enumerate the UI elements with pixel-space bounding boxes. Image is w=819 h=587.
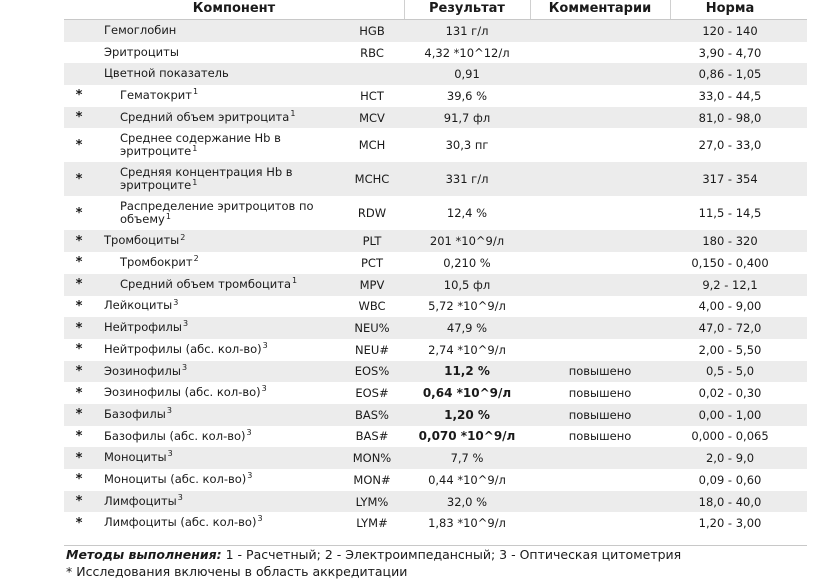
method-ref: 3 [262, 340, 268, 350]
result-value: 0,64 *10^9/л [422, 386, 512, 401]
parameter-name-wrap [104, 321, 188, 335]
parameter-name: Моноциты [104, 450, 167, 465]
parameter-code: MPV [359, 277, 385, 292]
parameter-name-wrap [104, 408, 172, 422]
result-comment [530, 162, 670, 196]
parameter-code: EOS% [354, 364, 390, 379]
parameter-name: Средний объем эритроцита [120, 109, 290, 124]
accreditation-star [72, 20, 86, 42]
parameter-code: MCHC [354, 172, 390, 187]
accreditation-note: * Исследования включены в область аккредитации [66, 564, 408, 579]
table-row [64, 447, 807, 469]
table-row [64, 317, 807, 339]
parameter-name-wrap [104, 234, 185, 248]
header-component: Компонент [64, 0, 405, 20]
parameter-code: BAS% [355, 407, 389, 422]
table-row [64, 42, 807, 64]
parameter-name-wrap [120, 256, 199, 270]
parameter-name-wrap [104, 24, 177, 38]
accreditation-star: * [75, 205, 83, 221]
result-value: 5,72 *10^9/л [428, 299, 506, 314]
result-comment: повышено [568, 429, 632, 444]
result-value: 0,070 *10^9/л [418, 429, 516, 444]
table-row [64, 230, 807, 252]
result-comment [530, 317, 670, 339]
result-value: 1,83 *10^9/л [428, 516, 506, 531]
reference-range: 1,20 - 3,00 [698, 516, 762, 531]
result-comment [530, 491, 670, 513]
table-row [64, 85, 807, 107]
reference-range: 2,0 - 9,0 [705, 451, 755, 466]
reference-range: 4,00 - 9,00 [698, 299, 762, 314]
method-ref: 3 [261, 384, 267, 394]
accreditation-star: * [75, 428, 83, 444]
table-row [64, 63, 807, 85]
parameter-name: Эозинофилы (абс. кол-во) [104, 385, 261, 400]
parameter-name-cell [104, 447, 340, 469]
result-comment: повышено [568, 386, 632, 401]
parameter-name-wrap [104, 340, 268, 357]
accreditation-star: * [75, 494, 83, 510]
parameter-name-cell [104, 317, 340, 339]
method-ref: 1 [292, 275, 298, 285]
parameter-code: NEU% [354, 321, 390, 336]
table-row [64, 296, 807, 318]
parameter-code: HGB [359, 23, 385, 38]
parameter-name-wrap [104, 451, 173, 465]
header-result: Результат [404, 0, 531, 20]
result-value: 131 г/л [445, 23, 489, 38]
method-ref: 1 [192, 177, 198, 187]
accreditation-star: * [75, 515, 83, 531]
accreditation-star [72, 63, 86, 85]
parameter-code: RBC [360, 45, 384, 60]
result-value: 1,20 % [444, 407, 490, 422]
result-comment [530, 20, 670, 42]
parameter-name: Моноциты (абс. кол-во) [104, 471, 247, 486]
reference-range: 11,5 - 14,5 [698, 206, 762, 221]
result-value: 91,7 фл [443, 110, 491, 125]
table-row [64, 382, 807, 404]
table-row [64, 196, 807, 230]
reference-range: 18,0 - 40,0 [698, 494, 762, 509]
reference-range: 0,02 - 0,30 [698, 386, 762, 401]
parameter-name: Тромбоциты [104, 233, 180, 248]
method-ref: 3 [246, 427, 252, 437]
parameter-name-wrap [104, 299, 178, 313]
reference-range: 317 - 354 [702, 172, 758, 187]
parameter-name-wrap [104, 473, 252, 487]
result-comment: повышено [568, 407, 632, 422]
parameter-name: Лимфоциты (абс. кол-во) [104, 515, 257, 530]
table-row [64, 128, 807, 162]
result-comment [530, 339, 670, 361]
parameter-name-cell [104, 404, 340, 426]
table-row [64, 469, 807, 491]
methods-text: 1 - Расчетный; 2 - Электроимпедансный; 3 - Оптическая цитометрия [225, 547, 682, 562]
table-row [64, 404, 807, 426]
parameter-name-wrap [104, 386, 267, 400]
parameter-code: RDW [357, 206, 387, 221]
parameter-name-cell [120, 196, 340, 230]
table-row [64, 252, 807, 274]
table-row [64, 20, 807, 42]
parameter-name-cell [104, 296, 340, 318]
parameter-name-wrap [104, 67, 230, 81]
parameter-name-cell [104, 382, 340, 404]
method-ref: 1 [290, 108, 296, 118]
parameter-code: HCT [360, 88, 384, 103]
accreditation-star: * [75, 88, 83, 104]
methods-note [66, 546, 816, 563]
parameter-code: WBC [358, 299, 386, 314]
parameter-name-cell [104, 491, 340, 513]
parameter-name-cell [120, 85, 340, 107]
result-value: 0,44 *10^9/л [428, 472, 506, 487]
method-ref: 3 [167, 449, 173, 459]
table-row [64, 107, 807, 129]
result-value: 11,2 % [444, 364, 490, 379]
parameter-code: MCV [359, 110, 385, 125]
parameter-name-cell [104, 63, 340, 85]
reference-range: 0,5 - 5,0 [705, 364, 755, 379]
result-comment: повышено [568, 364, 632, 379]
result-comment [530, 107, 670, 129]
parameter-name: Базофилы (абс. кол-во) [104, 428, 246, 443]
accreditation-star: * [75, 363, 83, 379]
parameter-code: MON% [352, 451, 392, 466]
result-comment [530, 447, 670, 469]
accreditation-star [72, 42, 86, 64]
parameter-name-cell [120, 107, 340, 129]
parameter-name: Нейтрофилы (абс. кол-во) [104, 341, 262, 356]
parameter-code: LYM% [355, 494, 389, 509]
parameter-name: Гемоглобин [104, 22, 177, 37]
table-row [64, 491, 807, 513]
parameter-name-cell [104, 339, 340, 361]
parameter-name: Цветной показатель [104, 66, 229, 81]
parameter-code: LYM# [356, 516, 388, 531]
table-row [64, 512, 807, 534]
reference-range: 81,0 - 98,0 [698, 110, 762, 125]
result-comment [530, 296, 670, 318]
parameter-code [340, 63, 404, 85]
accreditation-star: * [75, 298, 83, 314]
result-value: 0,210 % [443, 255, 491, 270]
table-row [64, 162, 807, 196]
result-comment [530, 469, 670, 491]
reference-range: 0,86 - 1,05 [698, 67, 762, 82]
table-header [0, 0, 819, 20]
result-value: 10,5 фл [443, 277, 491, 292]
result-value: 39,6 % [446, 88, 488, 103]
result-value: 2,74 *10^9/л [428, 342, 506, 357]
result-comment [530, 252, 670, 274]
parameter-name-cell [104, 426, 340, 448]
parameter-name-wrap [104, 46, 180, 60]
header-norm: Норма [705, 1, 755, 16]
parameter-name: Распределение эритроцитов по объему [120, 198, 314, 227]
parameter-code: MON# [353, 472, 391, 487]
method-ref: 3 [166, 406, 172, 416]
table-row [64, 361, 807, 383]
method-ref: 1 [165, 211, 171, 221]
parameter-name: Средняя концентрация Hb в эритроците [120, 164, 293, 193]
result-comment [530, 63, 670, 85]
parameter-name-cell [120, 128, 340, 162]
method-ref: 3 [247, 471, 253, 481]
parameter-name-wrap [120, 166, 340, 194]
result-value: 47,9 % [446, 321, 488, 336]
parameter-name-cell [104, 230, 340, 252]
result-comment [530, 42, 670, 64]
result-comment [530, 230, 670, 252]
reference-range: 33,0 - 44,5 [698, 88, 762, 103]
parameter-name-cell [120, 162, 340, 196]
parameter-name-cell [104, 20, 340, 42]
accreditation-star: * [75, 450, 83, 466]
accreditation-star: * [75, 233, 83, 249]
reference-range: 9,2 - 12,1 [702, 277, 758, 292]
parameter-name: Эозинофилы [104, 363, 181, 378]
method-ref: 2 [193, 254, 199, 264]
method-ref: 3 [257, 514, 263, 524]
footer-notes [66, 546, 816, 580]
parameter-name-wrap [120, 89, 198, 103]
reference-range: 180 - 320 [702, 234, 758, 249]
method-ref: 3 [177, 492, 183, 502]
accreditation-star: * [75, 342, 83, 358]
parameter-name: Гематокрит [120, 88, 192, 102]
parameter-name-cell [104, 42, 340, 64]
parameter-name: Среднее содержание Hb в эритроците [120, 130, 281, 159]
result-value: 30,3 пг [445, 138, 489, 153]
reference-range: 27,0 - 33,0 [698, 138, 762, 153]
reference-range: 2,00 - 5,50 [698, 342, 762, 357]
result-comment [530, 196, 670, 230]
parameter-name: Лейкоциты [104, 298, 173, 313]
result-value: 201 *10^9/л [429, 234, 505, 249]
accreditation-star: * [75, 171, 83, 187]
reference-range: 0,00 - 1,00 [698, 407, 762, 422]
method-ref: 3 [181, 362, 188, 372]
parameter-name: Базофилы [104, 406, 166, 421]
parameter-code: BAS# [355, 429, 389, 444]
result-comment [530, 512, 670, 534]
parameter-name-wrap [104, 362, 188, 379]
table-row [64, 339, 807, 361]
result-comment [530, 274, 670, 296]
parameter-name-wrap [120, 200, 340, 228]
parameter-name-wrap [120, 275, 298, 292]
parameter-code: EOS# [355, 386, 389, 401]
result-value: 331 г/л [445, 172, 489, 187]
method-ref: 3 [173, 297, 179, 307]
method-ref: 1 [192, 143, 198, 153]
parameter-name: Эритроциты [104, 44, 179, 59]
parameter-name-wrap [120, 132, 340, 160]
accreditation-star: * [75, 472, 83, 488]
reference-range: 47,0 - 72,0 [698, 321, 762, 336]
parameter-name-cell [104, 361, 340, 383]
table-row [64, 274, 807, 296]
result-value: 0,91 [454, 67, 480, 82]
parameter-name-cell [104, 469, 340, 491]
reference-range: 0,09 - 0,60 [698, 472, 762, 487]
parameter-name: Лимфоциты [104, 493, 177, 508]
result-value: 12,4 % [446, 206, 488, 221]
parameter-name: Средний объем тромбоцита [120, 276, 292, 291]
parameter-name-cell [120, 252, 340, 274]
result-comment [530, 85, 670, 107]
result-value: 32,0 % [446, 494, 488, 509]
parameter-name-wrap [104, 516, 263, 530]
header-comments: Комментарии [530, 0, 671, 20]
result-comment [530, 128, 670, 162]
accreditation-star: * [75, 255, 83, 271]
reference-range: 0,150 - 0,400 [691, 255, 769, 270]
parameter-name-wrap [120, 108, 296, 125]
accreditation-star: * [75, 320, 83, 336]
parameter-name: Тромбокрит [120, 255, 193, 270]
parameter-name-cell [104, 512, 340, 534]
parameter-code: PCT [361, 255, 383, 270]
parameter-name-wrap [104, 427, 252, 444]
parameter-name: Нейтрофилы [104, 320, 182, 335]
method-ref: 1 [192, 87, 199, 97]
method-ref: 2 [180, 232, 186, 242]
parameter-name-wrap [104, 492, 183, 509]
accreditation-star: * [75, 277, 83, 293]
result-value: 7,7 % [450, 451, 484, 466]
method-ref: 3 [182, 319, 189, 329]
table-row [64, 426, 807, 448]
accreditation-star: * [75, 407, 83, 423]
parameter-code: MCH [358, 138, 386, 153]
accreditation-star: * [75, 385, 83, 401]
accreditation-star: * [75, 137, 83, 153]
parameter-code: NEU# [355, 342, 389, 357]
results-table [64, 20, 807, 534]
methods-label: Методы выполнения: [66, 547, 222, 562]
result-value: 4,32 *10^12/л [424, 45, 510, 60]
reference-range: 120 - 140 [702, 23, 758, 38]
reference-range: 0,000 - 0,065 [691, 429, 769, 444]
accreditation-star: * [75, 110, 83, 126]
reference-range: 3,90 - 4,70 [698, 45, 762, 60]
parameter-code: PLT [362, 234, 382, 249]
parameter-name-cell [120, 274, 340, 296]
